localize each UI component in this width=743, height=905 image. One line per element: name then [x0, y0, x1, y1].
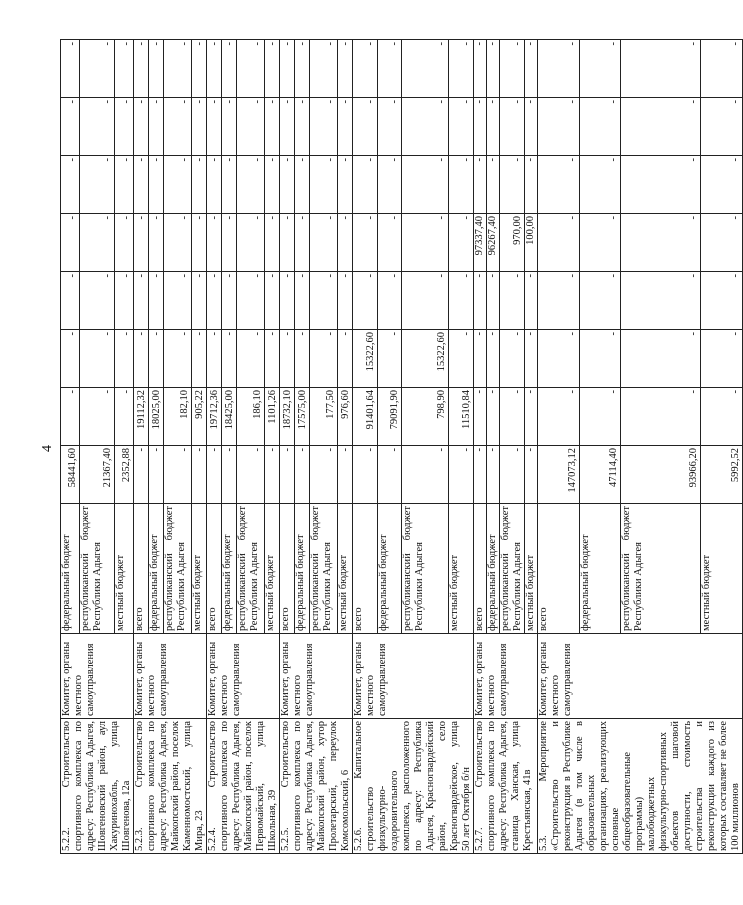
amount-cell: - [353, 98, 378, 156]
amount-cell: 11510,84 [449, 388, 474, 446]
amount-cell: - [236, 40, 265, 98]
executor-cell: Комитет, органы местного самоуправления [134, 634, 207, 719]
amount-cell: 18425,00 [221, 388, 236, 446]
funding-source-cell: федеральный бюджет [487, 504, 500, 634]
amount-cell: - [449, 214, 474, 272]
funding-source-cell: всего [353, 504, 378, 634]
amount-cell: - [538, 214, 580, 272]
amount-cell: - [621, 156, 701, 214]
amount-cell: - [79, 272, 115, 330]
amount-cell: - [207, 272, 222, 330]
amount-cell: - [61, 98, 80, 156]
amount-cell: - [449, 40, 474, 98]
amount-cell: - [192, 156, 207, 214]
funding-source-cell: федеральный бюджет [221, 504, 236, 634]
amount-cell: - [449, 98, 474, 156]
amount-cell: - [525, 98, 538, 156]
amount-cell: 18732,10 [280, 388, 295, 446]
funding-source-cell: местный бюджет [525, 504, 538, 634]
amount-cell: - [236, 272, 265, 330]
amount-cell: - [207, 446, 222, 504]
funding-source-cell: местный бюджет [192, 504, 207, 634]
amount-cell: - [61, 272, 80, 330]
amount-cell: - [621, 214, 701, 272]
amount-cell: - [221, 98, 236, 156]
amount-cell: - [115, 272, 134, 330]
amount-cell: - [338, 156, 353, 214]
amount-cell: - [280, 40, 295, 98]
amount-cell: - [579, 388, 621, 446]
amount-cell: - [163, 272, 192, 330]
amount-cell: - [538, 388, 580, 446]
amount-cell: - [115, 214, 134, 272]
amount-cell: - [353, 272, 378, 330]
funding-source-cell: местный бюджет [338, 504, 353, 634]
table-body [61, 40, 743, 854]
amount-cell: - [377, 446, 402, 504]
amount-cell: - [79, 388, 115, 446]
amount-cell: - [474, 40, 487, 98]
funding-source-cell: всего [474, 504, 487, 634]
amount-cell: - [79, 98, 115, 156]
amount-cell: - [487, 272, 500, 330]
amount-cell: - [79, 330, 115, 388]
amount-cell: - [134, 156, 149, 214]
amount-cell: 5992,52 [701, 446, 743, 504]
amount-cell: - [134, 272, 149, 330]
amount-cell: - [280, 156, 295, 214]
amount-cell: 147073,12 [538, 446, 580, 504]
amount-cell: - [538, 98, 580, 156]
amount-cell: - [402, 214, 449, 272]
amount-cell: - [207, 214, 222, 272]
amount-cell: - [701, 272, 743, 330]
table-row [280, 40, 295, 854]
amount-cell: - [192, 214, 207, 272]
table-row [61, 40, 80, 854]
amount-cell: - [294, 40, 309, 98]
funding-source-cell: местный бюджет [265, 504, 280, 634]
table-row [207, 40, 222, 854]
amount-cell: 177,50 [309, 388, 338, 446]
funding-source-cell: республиканский бюджет Республики Адыгея [236, 504, 265, 634]
amount-cell: - [265, 98, 280, 156]
amount-cell: - [163, 40, 192, 98]
amount-cell: - [579, 98, 621, 156]
amount-cell: - [221, 446, 236, 504]
amount-cell: - [474, 446, 487, 504]
amount-cell: - [701, 98, 743, 156]
amount-cell: 15322,60 [402, 330, 449, 388]
rotated-table-page [60, 40, 741, 854]
amount-cell: - [265, 330, 280, 388]
amount-cell: - [402, 272, 449, 330]
amount-cell: 17575,00 [294, 388, 309, 446]
amount-cell: - [207, 156, 222, 214]
amount-cell: 970,00 [500, 214, 525, 272]
funding-source-cell: федеральный бюджет [61, 504, 80, 634]
amount-cell: - [265, 446, 280, 504]
amount-cell: 905,22 [192, 388, 207, 446]
amount-cell: - [377, 98, 402, 156]
amount-cell: - [148, 40, 163, 98]
amount-cell: - [148, 272, 163, 330]
amount-cell: - [449, 446, 474, 504]
table-row [353, 40, 378, 854]
funding-source-cell: местный бюджет [115, 504, 134, 634]
amount-cell: - [525, 272, 538, 330]
amount-cell: - [134, 40, 149, 98]
amount-cell: - [474, 330, 487, 388]
funding-source-cell: местный бюджет [449, 504, 474, 634]
amount-cell: 19712,36 [207, 388, 222, 446]
measure-name-cell: 5.2.7. Строительство спортивного комплекса по адресу: Республика Адыгея, станица Ханская, улица Крестьянская, 41в [474, 719, 538, 854]
amount-cell: - [701, 388, 743, 446]
amount-cell: 186,10 [236, 388, 265, 446]
amount-cell: - [579, 40, 621, 98]
amount-cell: - [500, 330, 525, 388]
amount-cell: - [148, 330, 163, 388]
amount-cell: - [294, 98, 309, 156]
amount-cell: - [265, 272, 280, 330]
amount-cell: - [163, 446, 192, 504]
amount-cell: - [338, 214, 353, 272]
amount-cell: - [79, 214, 115, 272]
amount-cell: - [353, 40, 378, 98]
amount-cell: - [280, 446, 295, 504]
amount-cell: 47114,40 [579, 446, 621, 504]
amount-cell: - [61, 156, 80, 214]
amount-cell: - [500, 388, 525, 446]
amount-cell: - [236, 214, 265, 272]
amount-cell: - [79, 156, 115, 214]
amount-cell: - [525, 40, 538, 98]
amount-cell: - [309, 98, 338, 156]
amount-cell: - [294, 446, 309, 504]
amount-cell: - [621, 98, 701, 156]
funding-source-cell: федеральный бюджет [294, 504, 309, 634]
amount-cell: 1101,26 [265, 388, 280, 446]
amount-cell: - [163, 156, 192, 214]
measure-name-cell: 5.3. Мероприятие «Строительство и реконструкция в Республике Адыгея (в том числе в образовательных организациях, реализующих основные общеобразовательные программы) малобюджетных физкультурно-спортивных объектов шаговой доступности, стоимость строительства и реконструкции каждого из которых составляет не более 100 миллионов [538, 719, 743, 854]
amount-cell: - [163, 98, 192, 156]
amount-cell: - [579, 272, 621, 330]
amount-cell: - [309, 272, 338, 330]
amount-cell: - [221, 40, 236, 98]
amount-cell: - [525, 446, 538, 504]
amount-cell: - [309, 214, 338, 272]
table-row [134, 40, 149, 854]
amount-cell: - [621, 330, 701, 388]
amount-cell: - [221, 272, 236, 330]
amount-cell: 79091,90 [377, 388, 402, 446]
executor-cell: Комитет, органы местного самоуправления [207, 634, 280, 719]
amount-cell: - [115, 330, 134, 388]
amount-cell: - [163, 330, 192, 388]
amount-cell: - [525, 388, 538, 446]
amount-cell: - [449, 272, 474, 330]
measure-name-cell: 5.2.6. Капитальное строительство физкультурно-оздоровительного комплекса, расположенного по адресу: Республика Адыгея, Красногвардейский район, село Красногвардейское, улица 50 лет Октября б/н [353, 719, 474, 854]
amount-cell: - [579, 214, 621, 272]
amount-cell: - [487, 40, 500, 98]
amount-cell: 18025,00 [148, 388, 163, 446]
funding-source-cell: республиканский бюджет Республики Адыгея [402, 504, 449, 634]
amount-cell: - [148, 214, 163, 272]
amount-cell: - [474, 388, 487, 446]
amount-cell: 96267,40 [487, 214, 500, 272]
funding-source-cell: республиканский бюджет Республики Адыгея [621, 504, 701, 634]
amount-cell: 2352,88 [115, 446, 134, 504]
executor-cell: Комитет, органы местного самоуправления [61, 634, 134, 719]
amount-cell: - [621, 40, 701, 98]
amount-cell: 182,10 [163, 388, 192, 446]
amount-cell: - [353, 214, 378, 272]
amount-cell: - [309, 40, 338, 98]
amount-cell: - [538, 156, 580, 214]
amount-cell: - [148, 98, 163, 156]
funding-source-cell: республиканский бюджет Республики Адыгея [309, 504, 338, 634]
amount-cell: - [61, 388, 80, 446]
amount-cell: - [265, 40, 280, 98]
funding-source-cell: всего [207, 504, 222, 634]
table-row [538, 40, 580, 854]
amount-cell: - [500, 156, 525, 214]
amount-cell: - [192, 330, 207, 388]
amount-cell: - [402, 446, 449, 504]
funding-source-cell: федеральный бюджет [148, 504, 163, 634]
amount-cell: - [309, 330, 338, 388]
amount-cell: - [192, 446, 207, 504]
amount-cell: - [449, 330, 474, 388]
amount-cell: - [487, 388, 500, 446]
amount-cell: - [265, 156, 280, 214]
amount-cell: 100,00 [525, 214, 538, 272]
amount-cell: - [487, 330, 500, 388]
amount-cell: 58441,60 [61, 446, 80, 504]
amount-cell: - [207, 98, 222, 156]
funding-source-cell: местный бюджет [701, 504, 743, 634]
amount-cell: - [134, 214, 149, 272]
amount-cell: - [338, 446, 353, 504]
amount-cell: - [236, 98, 265, 156]
amount-cell: - [377, 40, 402, 98]
amount-cell: - [148, 446, 163, 504]
amount-cell: - [621, 272, 701, 330]
funding-source-cell: республиканский бюджет Республики Адыгея [79, 504, 115, 634]
amount-cell: - [79, 40, 115, 98]
amount-cell: - [236, 330, 265, 388]
amount-cell: - [338, 40, 353, 98]
executor-cell: Комитет, органы местного самоуправления [353, 634, 474, 719]
amount-cell: - [280, 272, 295, 330]
amount-cell: - [61, 214, 80, 272]
amount-cell: - [115, 388, 134, 446]
amount-cell: - [525, 330, 538, 388]
amount-cell: - [402, 156, 449, 214]
amount-cell: - [236, 156, 265, 214]
amount-cell: 93966,20 [621, 446, 701, 504]
amount-cell: - [377, 272, 402, 330]
amount-cell: - [474, 272, 487, 330]
budget-table [60, 39, 743, 854]
amount-cell: - [192, 272, 207, 330]
amount-cell: - [487, 156, 500, 214]
measure-name-cell: 5.2.5. Строительство спортивного комплекса по адресу: Республика Адыгея, Майкопский район, хутор Пролетарский, переулок Комсомольский, 6 [280, 719, 353, 854]
amount-cell: - [377, 156, 402, 214]
amount-cell: - [525, 156, 538, 214]
amount-cell: - [487, 446, 500, 504]
amount-cell: - [221, 156, 236, 214]
amount-cell: - [61, 330, 80, 388]
funding-source-cell: федеральный бюджет [377, 504, 402, 634]
amount-cell: - [338, 330, 353, 388]
amount-cell: - [402, 98, 449, 156]
amount-cell: - [338, 98, 353, 156]
amount-cell: 976,60 [338, 388, 353, 446]
amount-cell: - [207, 330, 222, 388]
amount-cell: - [148, 156, 163, 214]
funding-source-cell: федеральный бюджет [579, 504, 621, 634]
amount-cell: - [487, 98, 500, 156]
page-number: 4 [40, 445, 55, 452]
amount-cell: - [621, 388, 701, 446]
amount-cell: - [701, 156, 743, 214]
amount-cell: - [115, 98, 134, 156]
amount-cell: - [579, 156, 621, 214]
measure-name-cell: 5.2.2. Строительство спортивного комплекса по адресу: Республика Адыгея, Шовгеновский район, аул Хакуринохабль, улица Шовгенова, 12а [61, 719, 134, 854]
amount-cell: - [163, 214, 192, 272]
amount-cell: - [474, 98, 487, 156]
amount-cell: - [134, 98, 149, 156]
amount-cell: - [309, 446, 338, 504]
amount-cell: - [265, 214, 280, 272]
amount-cell: - [309, 156, 338, 214]
amount-cell: - [280, 330, 295, 388]
amount-cell: - [500, 40, 525, 98]
amount-cell: - [294, 156, 309, 214]
measure-name-cell: 5.2.3. Строительство спортивного комплекса по адресу: Республика Адыгея, Майкопский район, поселок Каменномостский, улица Мира, 23 [134, 719, 207, 854]
executor-cell: Комитет, органы местного самоуправления [538, 634, 743, 719]
amount-cell: - [449, 156, 474, 214]
amount-cell: - [294, 330, 309, 388]
amount-cell: - [338, 272, 353, 330]
amount-cell: - [294, 272, 309, 330]
amount-cell: - [192, 98, 207, 156]
executor-cell: Комитет, органы местного самоуправления [474, 634, 538, 719]
amount-cell: - [134, 446, 149, 504]
amount-cell: 91401,64 [353, 388, 378, 446]
amount-cell: 798,90 [402, 388, 449, 446]
funding-source-cell: всего [280, 504, 295, 634]
amount-cell: 19112,32 [134, 388, 149, 446]
amount-cell: - [115, 40, 134, 98]
amount-cell: - [538, 272, 580, 330]
amount-cell: - [134, 330, 149, 388]
amount-cell: - [474, 156, 487, 214]
executor-cell: Комитет, органы местного самоуправления [280, 634, 353, 719]
amount-cell: - [192, 40, 207, 98]
amount-cell: 15322,60 [353, 330, 378, 388]
amount-cell: - [500, 446, 525, 504]
amount-cell: - [353, 156, 378, 214]
amount-cell: - [500, 272, 525, 330]
amount-cell: - [115, 156, 134, 214]
table-row [474, 40, 487, 854]
amount-cell: - [701, 330, 743, 388]
amount-cell: - [294, 214, 309, 272]
amount-cell: - [538, 40, 580, 98]
amount-cell: - [353, 446, 378, 504]
funding-source-cell: республиканский бюджет Республики Адыгея [163, 504, 192, 634]
measure-name-cell: 5.2.4. Строительство спортивного комплекса по адресу: Республика Адыгея, Майкопский район, поселок Первомайский, улица Школьная, 39 [207, 719, 280, 854]
amount-cell: - [221, 214, 236, 272]
amount-cell: - [61, 40, 80, 98]
amount-cell: - [377, 214, 402, 272]
amount-cell: - [221, 330, 236, 388]
amount-cell: - [377, 330, 402, 388]
amount-cell: - [280, 214, 295, 272]
amount-cell: - [402, 40, 449, 98]
amount-cell: - [207, 40, 222, 98]
amount-cell: - [701, 214, 743, 272]
amount-cell: - [701, 40, 743, 98]
amount-cell: - [236, 446, 265, 504]
amount-cell: - [579, 330, 621, 388]
funding-source-cell: всего [134, 504, 149, 634]
funding-source-cell: республиканский бюджет Республики Адыгея [500, 504, 525, 634]
amount-cell: - [500, 98, 525, 156]
amount-cell: - [280, 98, 295, 156]
amount-cell: 97337,40 [474, 214, 487, 272]
funding-source-cell: всего [538, 504, 580, 634]
amount-cell: - [538, 330, 580, 388]
amount-cell: 21367,40 [79, 446, 115, 504]
